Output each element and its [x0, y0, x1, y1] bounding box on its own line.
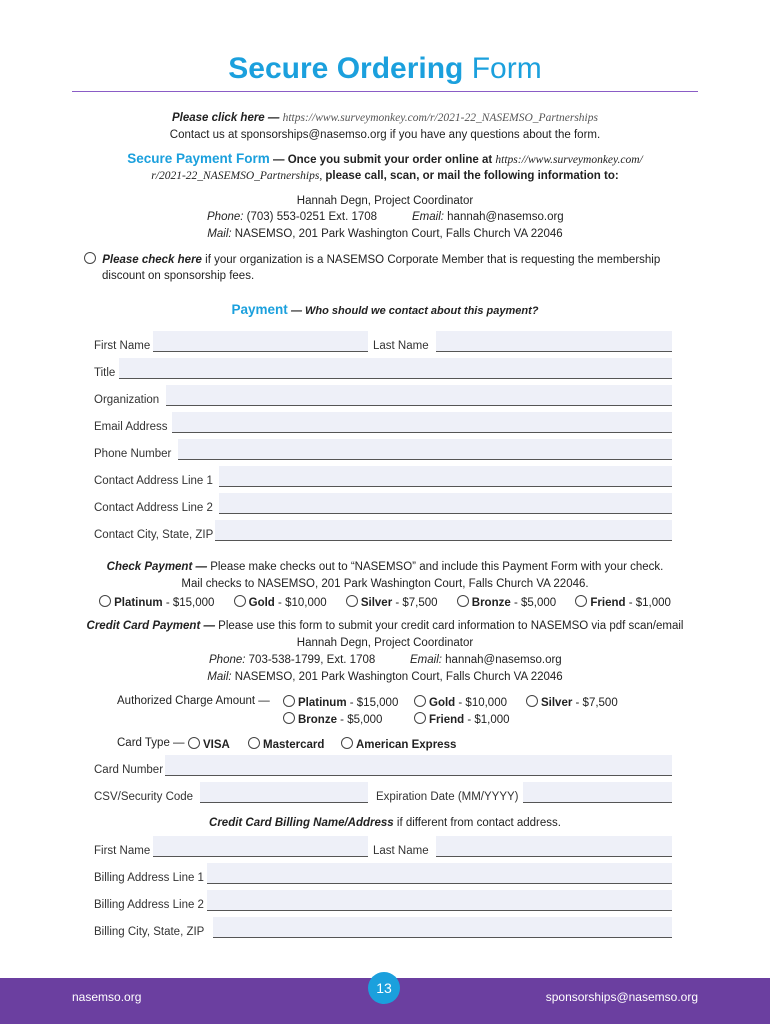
radio-icon[interactable]	[99, 595, 111, 607]
contact-email-label: Email:	[412, 211, 444, 223]
footer-website[interactable]: nasemso.org	[72, 990, 142, 1004]
check-payment-text: Please make checks out to “NASEMSO” and include this Payment Form with your check.	[210, 561, 664, 573]
title-bold: Secure Ordering	[228, 52, 464, 85]
card-type-mastercard[interactable]	[248, 737, 324, 751]
first-name-input[interactable]	[153, 331, 368, 352]
radio-icon[interactable]	[457, 595, 469, 607]
billing-city-input[interactable]	[213, 917, 672, 938]
option-name: Friend	[429, 714, 465, 726]
option-price: - $15,000	[162, 597, 215, 609]
billing-last-name-input[interactable]	[436, 836, 672, 857]
radio-icon[interactable]	[346, 595, 358, 607]
radio-icon[interactable]	[234, 595, 246, 607]
radio-icon[interactable]	[341, 737, 353, 749]
member-check-text-1: if your organization is a NASEMSO Corporate Member that is requesting the membership	[205, 254, 661, 266]
contact-mail-line	[0, 228, 770, 240]
option-price: - $1,000	[464, 714, 510, 726]
option-price: - $7,500	[572, 697, 618, 709]
option-price: - $5,000	[510, 597, 557, 609]
contact-name: Hannah Degn, Project Coordinator	[296, 195, 474, 207]
secure-payment-line-2	[0, 170, 770, 182]
billing-address-1-input[interactable]	[207, 863, 672, 884]
check-payment-label: Check Payment —	[106, 561, 207, 573]
phone-label: Phone Number	[94, 448, 172, 460]
check-payment-options	[0, 595, 770, 609]
first-name-label: First Name	[94, 340, 151, 352]
secure-payment-url-2[interactable]: r/2021-22_NASEMSO_Partnerships,	[151, 170, 323, 182]
radio-icon[interactable]	[526, 695, 538, 707]
contact-email: hannah@nasemso.org	[447, 211, 564, 223]
email-label: Email Address	[94, 421, 168, 433]
billing-last-name-label: Last Name	[373, 845, 429, 857]
check-option-bronze[interactable]	[457, 597, 556, 609]
intro-click-line	[0, 112, 770, 124]
option-name: Silver	[360, 597, 393, 609]
option-name: Platinum	[114, 597, 163, 609]
title-divider	[72, 91, 698, 92]
option-name: Gold	[248, 597, 275, 609]
billing-heading: Credit Card Billing Name/Address	[209, 817, 394, 829]
card-type-name: VISA	[203, 739, 230, 751]
contact-phone-line	[207, 211, 377, 223]
secure-payment-text-1: — Once you submit your order online at	[273, 154, 493, 166]
cc-email: hannah@nasemso.org	[445, 654, 562, 666]
address-line-1-label: Contact Address Line 1	[94, 475, 213, 487]
email-input[interactable]	[172, 412, 672, 433]
member-check-radio[interactable]	[84, 252, 96, 264]
charge-option-friend[interactable]	[414, 712, 510, 726]
cc-mail-line	[0, 671, 770, 683]
billing-heading-line	[0, 817, 770, 829]
check-payment-mail: Mail checks to NASEMSO, 201 Park Washington Court, Falls Church VA 22046.	[181, 578, 589, 590]
title-label: Title	[94, 367, 116, 379]
contact-email-line	[412, 211, 564, 223]
credit-card-label: Credit Card Payment —	[86, 620, 215, 632]
cc-contact-name: Hannah Degn, Project Coordinator	[296, 637, 474, 649]
check-option-platinum[interactable]	[99, 597, 214, 609]
secure-payment-heading: Secure Payment Form	[127, 151, 270, 166]
city-state-zip-input[interactable]	[215, 520, 672, 541]
option-price: - $15,000	[346, 697, 399, 709]
radio-icon[interactable]	[283, 712, 295, 724]
address-line-1-input[interactable]	[219, 466, 672, 487]
cc-mail: NASEMSO, 201 Park Washington Court, Falls Church VA 22046	[234, 671, 563, 683]
phone-input[interactable]	[178, 439, 672, 460]
card-type-amex[interactable]	[341, 737, 456, 751]
radio-icon[interactable]	[283, 695, 295, 707]
billing-first-name-label: First Name	[94, 845, 151, 857]
member-check-line	[84, 252, 660, 266]
cc-phone-label: Phone:	[209, 654, 246, 666]
member-check-bold: Please check here	[102, 254, 202, 266]
organization-input[interactable]	[166, 385, 672, 406]
payment-heading: Payment	[231, 302, 288, 317]
option-name: Gold	[429, 697, 456, 709]
secure-payment-text-2: please call, scan, or mail the following information to:	[325, 170, 619, 182]
radio-icon[interactable]	[188, 737, 200, 749]
payment-heading-line	[0, 302, 770, 317]
option-name: Bronze	[471, 597, 511, 609]
option-name: Bronze	[298, 714, 337, 726]
card-number-input[interactable]	[165, 755, 672, 776]
radio-icon[interactable]	[414, 695, 426, 707]
expiration-input[interactable]	[523, 782, 672, 803]
title-input[interactable]	[119, 358, 672, 379]
cc-email-line	[410, 654, 562, 666]
radio-icon[interactable]	[248, 737, 260, 749]
csv-input[interactable]	[200, 782, 368, 803]
check-payment-line	[0, 561, 770, 573]
card-type-label: Card Type —	[117, 737, 185, 749]
option-name: Platinum	[298, 697, 347, 709]
card-number-label: Card Number	[94, 764, 164, 776]
contact-mail-label: Mail:	[207, 228, 232, 240]
contact-mail: NASEMSO, 201 Park Washington Court, Falls Church VA 22046	[234, 228, 563, 240]
page-title	[0, 52, 770, 86]
address-line-2-label: Contact Address Line 2	[94, 502, 213, 514]
billing-address-1-label: Billing Address Line 1	[94, 872, 204, 884]
credit-card-line	[0, 620, 770, 632]
cc-email-label: Email:	[410, 654, 442, 666]
contact-phone: (703) 553-0251 Ext. 1708	[246, 211, 378, 223]
option-price: - $1,000	[625, 597, 671, 609]
cc-phone-line	[209, 654, 375, 666]
radio-icon[interactable]	[414, 712, 426, 724]
address-line-2-input[interactable]	[219, 493, 672, 514]
billing-address-2-label: Billing Address Line 2	[94, 899, 204, 911]
option-price: - $7,500	[392, 597, 438, 609]
city-state-zip-label: Contact City, State, ZIP	[94, 529, 214, 541]
option-name: Silver	[541, 697, 573, 709]
payment-subtitle: — Who should we contact about this payment?	[290, 305, 539, 317]
survey-link[interactable]: https://www.surveymonkey.com/r/2021-22_NASEMSO_Partnerships	[282, 112, 598, 124]
billing-first-name-input[interactable]	[153, 836, 368, 857]
option-name: Friend	[590, 597, 626, 609]
radio-icon[interactable]	[575, 595, 587, 607]
secure-payment-url-1[interactable]: https://www.surveymonkey.com/	[495, 154, 643, 166]
option-price: - $10,000	[455, 697, 507, 709]
cc-phone: 703-538-1799, Ext. 1708	[248, 654, 376, 666]
credit-card-text: Please use this form to submit your credit card information to NASEMSO via pdf scan/email	[218, 620, 684, 632]
check-option-gold[interactable]	[234, 597, 327, 609]
click-here-label: Please click here —	[172, 112, 280, 124]
charge-amount-label: Authorized Charge Amount —	[117, 695, 270, 707]
billing-city-label: Billing City, State, ZIP	[94, 926, 205, 938]
expiration-label: Expiration Date (MM/YYYY)	[376, 791, 519, 803]
option-price: - $5,000	[336, 714, 383, 726]
footer-email[interactable]: sponsorships@nasemso.org	[545, 990, 698, 1004]
last-name-label: Last Name	[373, 340, 429, 352]
charge-option-gold[interactable]	[414, 695, 507, 709]
check-option-friend[interactable]	[575, 597, 671, 609]
contact-phone-label: Phone:	[207, 211, 244, 223]
title-light: Form	[463, 52, 542, 85]
member-check-text-2: discount on sponsorship fees.	[102, 270, 255, 282]
charge-option-bronze[interactable]	[283, 712, 382, 726]
cc-mail-label: Mail:	[207, 671, 232, 683]
intro-contact-line: Contact us at sponsorships@nasemso.org if you have any questions about the form.	[169, 129, 601, 141]
check-option-silver[interactable]	[346, 597, 438, 609]
last-name-input[interactable]	[436, 331, 672, 352]
billing-text: if different from contact address.	[396, 817, 561, 829]
card-type-name: American Express	[356, 739, 457, 751]
billing-address-2-input[interactable]	[207, 890, 672, 911]
card-type-visa[interactable]	[188, 737, 230, 751]
secure-payment-line-1	[0, 151, 770, 166]
charge-option-platinum[interactable]	[283, 695, 398, 709]
card-type-name: Mastercard	[263, 739, 325, 751]
csv-label: CSV/Security Code	[94, 791, 194, 803]
organization-label: Organization	[94, 394, 160, 406]
charge-option-silver[interactable]	[526, 695, 618, 709]
option-price: - $10,000	[274, 597, 327, 609]
page-number: 13	[368, 972, 400, 1004]
